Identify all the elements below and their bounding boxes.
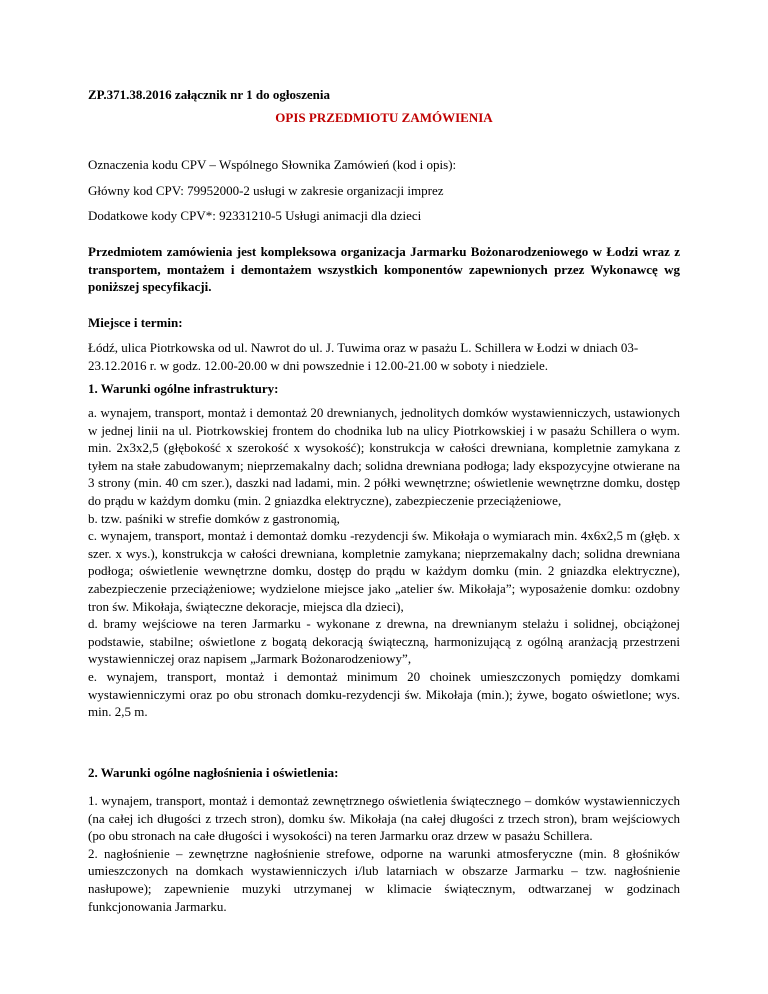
place-heading: Miejsce i termin: [88,315,183,330]
cpv-intro: Oznaczenia kodu CPV – Wspólnego Słownika Zamówień (kod i opis): [88,157,457,172]
document-reference: ZP.371.38.2016 załącznik nr 1 do ogłoszenia [88,87,330,102]
cpv-additional-codes: Dodatkowe kody CPV*: 92331210-5 Usługi animacji dla dzieci [88,208,422,223]
section-1-list [88,404,680,721]
section-1-item-c: c. wynajem, transport, montaż i demontaż domku -rezydencji św. Mikołaja o wymiarach min. 4x6x2,5 m (głęb. x szer. x wys.), konstrukcja w całości drewniana, kompletnie zamykana; nieprzemakalny dach; solidna drewniana podłoga; oświetlenie wewnętrzne domku, dostęp do prądu w każdym domku (min. 2 gniazdka elektryczne), zabezpieczenie przeciążeniowe; wydzielone miejsce jako „atelier św. Mikołaja”; wyposażenie domku: ozdobny tron św. Mikołaja, świąteczne dekoracje, miejsca dla dzieci), [88,528,680,614]
section-1-item-a: a. wynajem, transport, montaż i demontaż 20 drewnianych, jednolitych domków wystawienniczych, ustawionych w jednej linii na ul. Piotrkowskiej frontem do chodnika lub na ulicy Piotrkowskiej i w pasażu Schillera o wym. min. 2x3x2,5 (głębokość x szerokość x wysokość); konstrukcja w całości drewniana, kompletnie zamykana z tyłem na stałe zabudowanym; nieprzemakalny dach; solidna drewniana podłoga; lady ekspozycyjne otwierane na 3 strony (min. 40 cm szer.), daszki nad ladami, min. 2 półki wewnętrzne; oświetlenie wewnętrzne domku, dostęp do prądu w każdym domku (min. 2 gniazdka elektryczne), zabezpieczenie przeciążeniowe, [88,405,680,508]
section-1-item-d: d. bramy wejściowe na teren Jarmarku - wykonane z drewna, na drewnianym stelażu i solidnej, obciążonej podstawie, stabilne; oświetlone z bogatą dekoracją świąteczną, harmonizującą z ogólną aranżacją przestrzeni wystawienniczej oraz napisem „Jarmark Bożonarodzeniowy”, [88,616,680,667]
section-2-item-1: 1. wynajem, transport, montaż i demontaż zewnętrznego oświetlenia świątecznego – domków wystawienniczych (na całej ich długości z trzech stron), domku św. Mikołaja (na całej długości z trzech stron), bram wejściowych (po obu stronach na całe długości i wysokości) na teren Jarmarku oraz drzew w pasażu Schillera. [88,793,680,844]
place-text: Łódź, ulica Piotrkowska od ul. Nawrot do ul. J. Tuwima oraz w pasażu L. Schillera w Łodzi w dniach 03-23.12.2016 r. w godz. 12.00-20.00 w dni powszednie i 12.00-21.00 w soboty i niedziele. [88,340,639,373]
section-1-heading: 1. Warunki ogólne infrastruktury: [88,381,279,396]
cpv-main-code: Główny kod CPV: 79952000-2 usługi w zakresie organizacji imprez [88,183,444,198]
section-2-item-2: 2. nagłośnienie – zewnętrzne nagłośnienie strefowe, odporne na warunki atmosferyczne (min. 8 głośników umieszczonych na domkach wystawienniczych i/lub latarniach w obszarze Jarmarku – tzw. nagłośnienie nasłupowe); zapewnienie muzyki utrzymanej w klimacie świątecznym, odtwarzanej w godzinach funkcjonowania Jarmarku. [88,845,680,914]
section-2-list [88,792,680,915]
section-1-item-b: b. tzw. paśniki w strefie domków z gastronomią, [88,510,340,526]
section-1-item-e: e. wynajem, transport, montaż i demontaż minimum 20 choinek umieszczonych pomiędzy domkami wystawienniczymi oraz po obu stronach domku-rezydencji św. Mikołaja (min.); żywe, bogato oświetlone; wys. min. 2,5 m. [88,668,680,720]
subject-paragraph: Przedmiotem zamówienia jest kompleksowa organizacja Jarmarku Bożonarodzeniowego w Łodzi wraz z transportem, montażem i demontażem wszystkich komponentów zapewnionych przez Wykonawcę wg poniższej specyfikacji. [88,244,680,295]
document-title: OPIS PRZEDMIOTU ZAMÓWIENIA [275,110,493,125]
section-2-heading: 2. Warunki ogólne nagłośnienia i oświetlenia: [88,765,339,780]
